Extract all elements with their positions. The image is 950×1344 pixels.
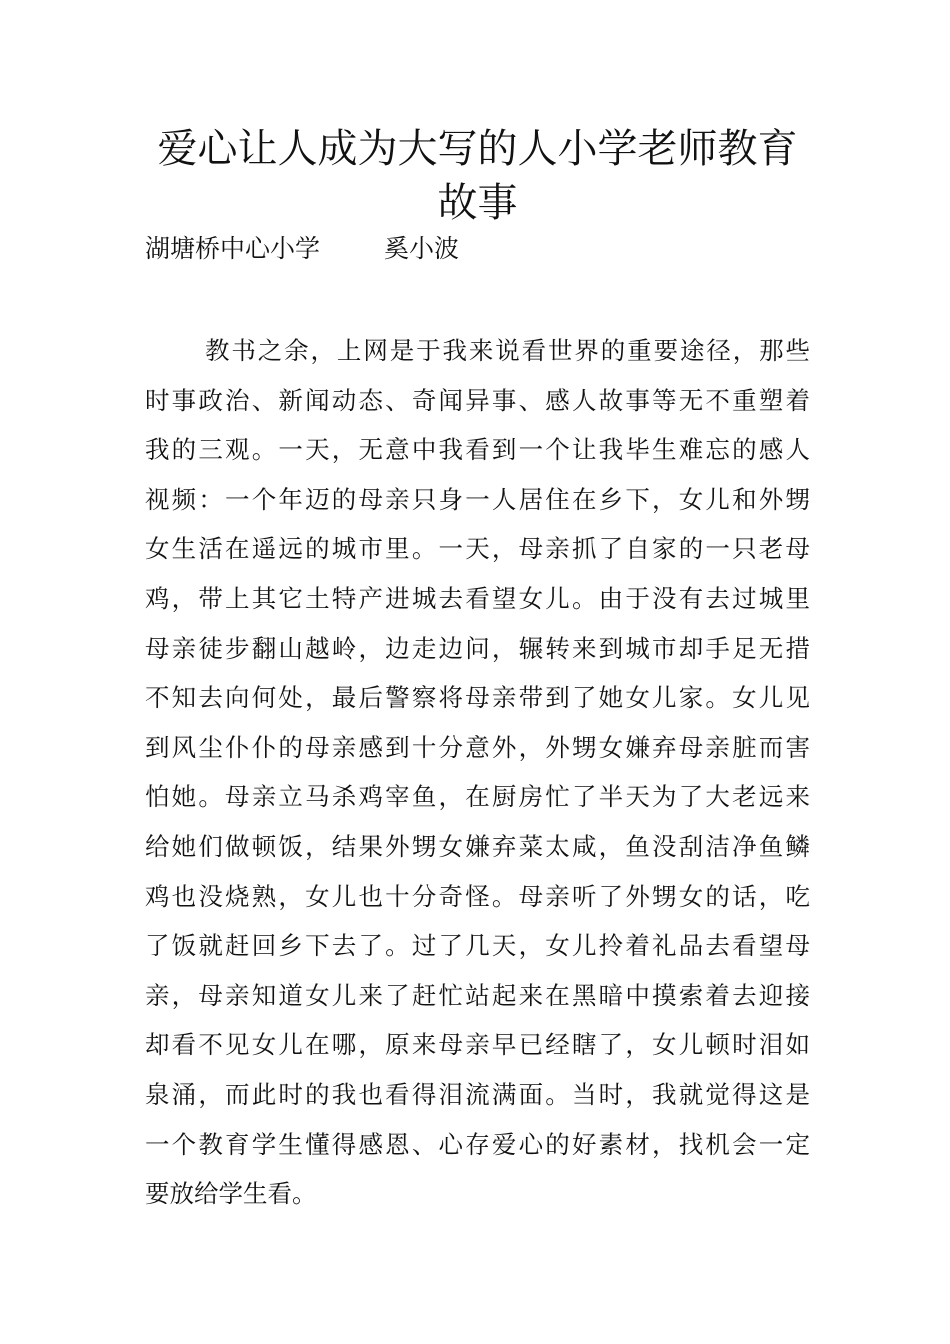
story-paragraph xyxy=(145,326,810,1219)
paragraph-line: 我的三观。一天，无意中我看到一个让我毕生难忘的感人 xyxy=(145,435,810,465)
paragraph-line: 女生活在遥远的城市里。一天，母亲抓了自家的一只老母 xyxy=(145,534,810,564)
author-byline xyxy=(145,232,459,266)
paragraph-line: 亲，母亲知道女儿来了赶忙站起来在黑暗中摸索着去迎接 xyxy=(145,980,810,1010)
author-name: 奚小波 xyxy=(384,234,460,263)
paragraph-line: 怕她。母亲立马杀鸡宰鱼，在厨房忙了半天为了大老远来 xyxy=(145,782,810,812)
paragraph-line: 教书之余，上网是于我来说看世界的重要途径，那些 xyxy=(205,336,810,365)
paragraph-line: 鸡也没烧熟，女儿也十分奇怪。母亲听了外甥女的话，吃 xyxy=(145,881,810,911)
paragraph-line: 母亲徒步翻山越岭，边走边问，辗转来到城市却手足无措 xyxy=(145,633,810,663)
paragraph-line: 鸡，带上其它土特产进城去看望女儿。由于没有去过城里 xyxy=(145,583,810,613)
paragraph-line: 视频：一个年迈的母亲只身一人居住在乡下，女儿和外甥 xyxy=(145,484,810,514)
paragraph-line: 到风尘仆仆的母亲感到十分意外，外甥女嫌弃母亲脏而害 xyxy=(145,732,810,762)
paragraph-line: 泉涌，而此时的我也看得泪流满面。当时，我就觉得这是 xyxy=(145,1079,810,1109)
paragraph-line: 要放给学生看。 xyxy=(145,1179,317,1209)
paragraph-line: 时事政治、新闻动态、奇闻异事、感人故事等无不重塑着 xyxy=(145,385,810,415)
paragraph-line: 一个教育学生懂得感恩、心存爱心的好素材，找机会一定 xyxy=(145,1129,810,1159)
document-title: 爱心让人成为大写的人小学老师教育故事 xyxy=(157,126,798,226)
paragraph-line: 却看不见女儿在哪，原来母亲早已经瞎了，女儿顿时泪如 xyxy=(145,1030,810,1060)
paragraph-line: 给她们做顿饭，结果外甥女嫌弃菜太咸，鱼没刮洁净鱼鳞 xyxy=(145,831,810,861)
paragraph-line: 不知去向何处，最后警察将母亲带到了她女儿家。女儿见 xyxy=(145,683,810,713)
paragraph-line: 了饭就赶回乡下去了。过了几天，女儿拎着礼品去看望母 xyxy=(145,931,810,961)
author-school: 湖塘桥中心小学 xyxy=(145,234,321,263)
